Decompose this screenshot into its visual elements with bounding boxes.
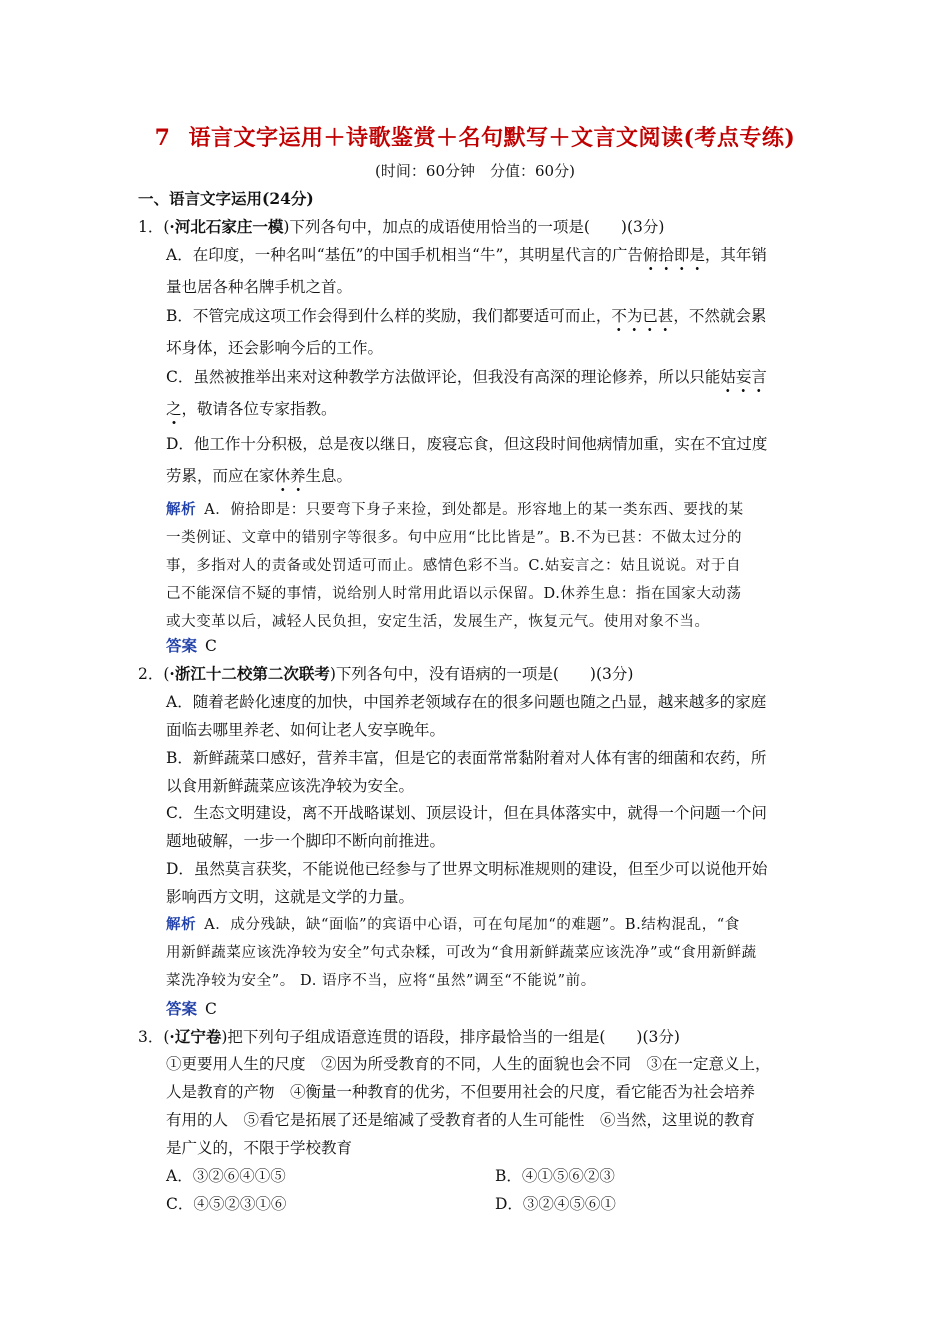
q1-analysis-line3: 事，多指对人的责备或处罚适可而止。感情色彩不当。C.姑妄言之：姑且说说。对于自	[166, 558, 742, 574]
q1-option-d-line2: 劳累，而应在家休养生息。	[166, 466, 352, 486]
q3-stem: 3．(·辽宁卷)把下列句子组成语意连贯的语段，排序最恰当的一组是( )(3分)	[138, 1027, 680, 1046]
q3-sentences-line1: ①更要用人生的尺度 ②因为所受教育的不同，人生的面貌也会不同 ③在一定意义上，	[166, 1055, 771, 1073]
title-text: 语言文字运用＋诗歌鉴赏＋名句默写＋文言文阅读(考点专练)	[188, 125, 796, 151]
q1-analysis-line4: 己不能深信不疑的事情，说给别人时常用此语以示保留。D.休养生息：指在国家大动荡	[166, 586, 742, 602]
q1-stem: 1．(·河北石家庄一模)下列各句中，加点的成语使用恰当的一项是( )(3分)	[138, 217, 665, 236]
q1-answer: 答案 C	[166, 636, 217, 655]
q2-stem: 2．(·浙江十二校第二次联考)下列各句中，没有语病的一项是( )(3分)	[138, 664, 634, 683]
q2-option-b-line1: B．新鲜蔬菜口感好，营养丰富，但是它的表面常常黏附着对人体有害的细菌和农药，所	[166, 749, 767, 767]
q1-analysis-line2: 一类例证、文章中的错别字等很多。句中应用“比比皆是”。B.不为已甚：不做太过分的	[166, 530, 743, 546]
q2-option-a-line1: A．随着老龄化速度的加快，中国养老领域存在的很多问题也随之凸显，越来越多的家庭	[166, 693, 767, 711]
q2-answer: 答案 C	[166, 999, 217, 1018]
q2-option-b-line2: 以食用新鲜蔬菜应该洗净较为安全。	[166, 777, 415, 795]
q2-analysis-line3: 菜洗净较为安全”。 D. 语序不当，应将“虽然”调至“不能说”前。	[166, 973, 596, 989]
page-title	[0, 121, 950, 152]
q1-analysis-line1: 解析 A．俯拾即是：只要弯下身子来捡，到处都是。形容地上的某一类东西、要找的某	[166, 501, 744, 518]
title-number: 7	[154, 125, 171, 151]
q2-analysis-line2: 用新鲜蔬菜应该洗净较为安全”句式杂糅，可改为“食用新鲜蔬菜应该洗净”或“食用新鲜蔬	[166, 945, 757, 961]
section-heading: 一、语言文字运用(24分)	[138, 189, 314, 208]
q1-option-a-line1: A．在印度，一种名叫“基伍”的中国手机相当“牛”，其明星代言的广告俯拾即是，其年销	[166, 245, 767, 265]
q1-analysis-line5: 或大变革以后，减轻人民负担，安定生活，发展生产，恢复元气。使用对象不当。	[166, 614, 710, 630]
q2-option-c-line2: 题地破解，一步一个脚印不断向前推进。	[166, 832, 446, 850]
q1-option-b-line2: 坏身体，还会影响今后的工作。	[166, 339, 384, 357]
q2-option-a-line2: 面临去哪里养老、如何让老人安享晚年。	[166, 721, 446, 739]
q1-option-a-line2: 量也居各种名牌手机之首。	[166, 278, 353, 296]
q2-analysis-line1: 解析 A．成分残缺，缺“面临”的宾语中心语，可在句尾加“的难题”。B.结构混乱，“食	[166, 916, 740, 933]
q3-sentences-line3: 有用的人 ⑤看它是拓展了还是缩减了受教育者的人生可能性 ⑥当然，这里说的教育	[166, 1111, 756, 1129]
q2-option-c-line1: C．生态文明建设，离不开战略谋划、顶层设计，但在具体落实中，就得一个问题一个问	[166, 804, 767, 822]
q3-option-c: C．④⑤②③①⑥	[166, 1195, 287, 1213]
page-subtitle: (时间：60分钟 分值：60分)	[375, 162, 575, 180]
q1-option-c-line1: C．虽然被推举出来对这种教学方法做评论，但我没有高深的理论修养，所以只能姑妄言	[166, 367, 767, 387]
q3-option-a: A．③②⑥④①⑤	[166, 1167, 286, 1185]
q3-option-d: D．③②④⑤⑥①	[495, 1195, 616, 1213]
q1-option-d-line1: D．他工作十分积极，总是夜以继日，废寝忘食，但这段时间他病情加重，实在不宜过度	[166, 435, 768, 453]
q3-option-b: B．④①⑤⑥②③	[495, 1167, 615, 1185]
q1-option-c-line2: 之，敬请各位专家指教。	[166, 399, 337, 419]
q3-sentences-line2: 人是教育的产物 ④衡量一种教育的优劣，不但要用社会的尺度，看它能否为社会培养	[166, 1083, 756, 1101]
q2-option-d-line1: D．虽然莫言获奖，不能说他已经参与了世界文明标准规则的建设，但至少可以说他开始	[166, 860, 768, 878]
q1-option-b-line1: B．不管完成这项工作会得到什么样的奖励，我们都要适可而止，不为已甚，不然就会累	[166, 306, 766, 326]
q3-sentences-line4: 是广义的，不限于学校教育	[166, 1139, 353, 1157]
q2-option-d-line2: 影响西方文明，这就是文学的力量。	[166, 888, 415, 906]
